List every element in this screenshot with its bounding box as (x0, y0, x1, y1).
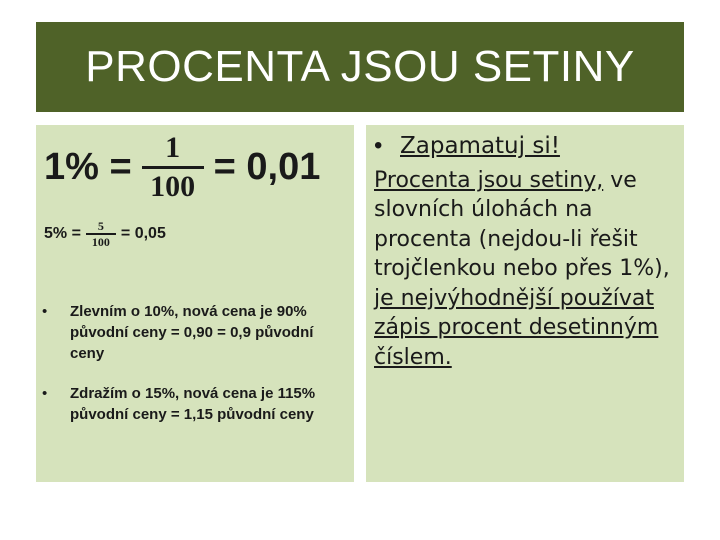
formula-one-percent (44, 133, 320, 202)
bullet-marker: • (374, 132, 383, 159)
explanation-text: ve slovních úlohách na procenta (nejdou-li řešit trojčlenkou nebo přes 1%), (374, 167, 670, 281)
formula-lhs: 5% = (44, 224, 81, 242)
right-panel (366, 125, 684, 482)
title-bar (36, 22, 684, 112)
formula-lhs: 1% = (44, 146, 132, 188)
slide-title: PROCENTA JSOU SETINY (85, 42, 635, 91)
remember-heading (374, 131, 680, 162)
fraction (142, 133, 204, 202)
fraction-numerator: 1 (165, 131, 181, 164)
fraction (86, 220, 116, 248)
formula-rhs: = 0,05 (120, 224, 166, 242)
example-list (36, 301, 354, 444)
remember-body (374, 166, 680, 373)
list-item (36, 383, 354, 425)
bullet-text: Zlevním o 10%, nová cena je 90% původní ceny = 0,90 = 0,9 původní ceny (70, 303, 314, 362)
fraction-numerator: 5 (97, 219, 104, 233)
list-item (36, 301, 354, 364)
bullet-marker: • (42, 303, 48, 320)
key-statement: Procenta jsou setiny, (374, 167, 604, 193)
formula-five-percent (44, 220, 166, 248)
remember-note (374, 131, 680, 372)
fraction-denominator: 100 (150, 170, 196, 203)
bullet-marker: • (42, 385, 48, 402)
heading-text: Zapamatuj si! (400, 133, 560, 159)
conclusion-text: je nejvýhodnější používat zápis procent desetinným číslem. (374, 285, 659, 370)
bullet-text: Zdražím o 15%, nová cena je 115% původní ceny = 1,15 původní ceny (70, 385, 316, 423)
fraction-denominator: 100 (91, 234, 110, 249)
left-panel (36, 125, 354, 482)
fraction-bar (142, 166, 204, 169)
formula-rhs: = 0,01 (213, 146, 321, 188)
